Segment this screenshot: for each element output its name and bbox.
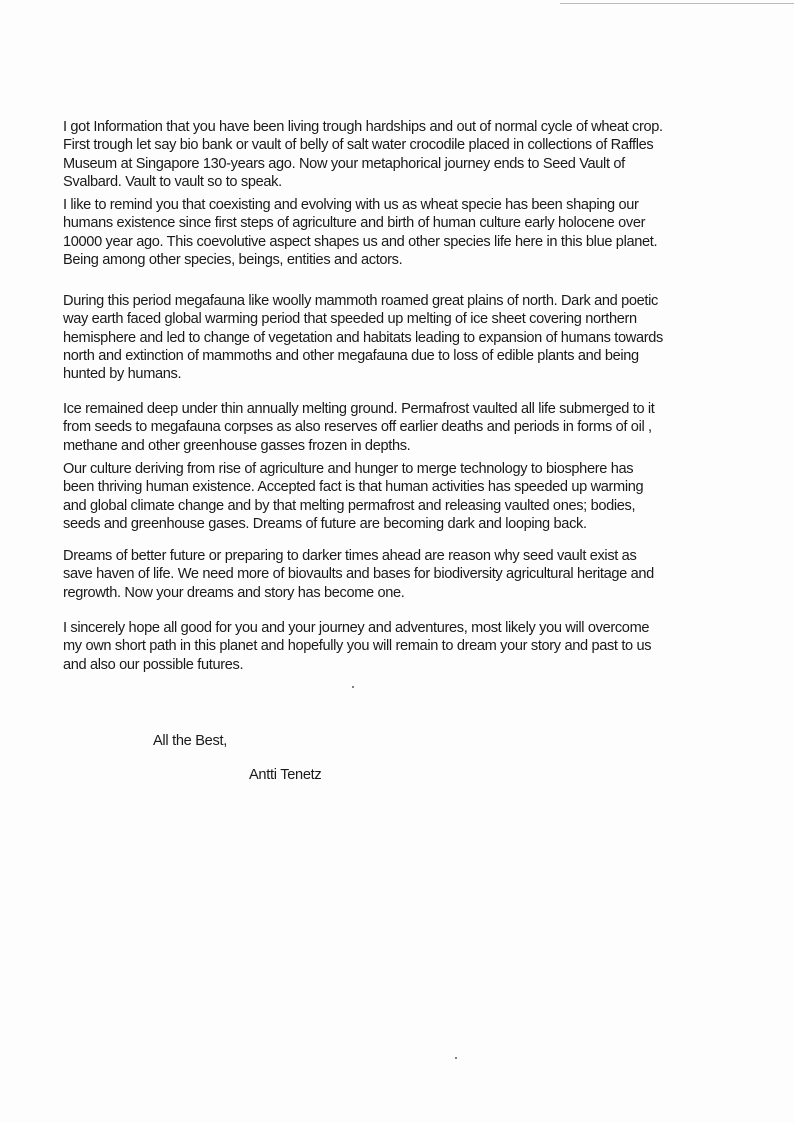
paragraph-line: I like to remind you that coexisting and evolving with us as wheat specie has been shaping our	[63, 197, 639, 213]
paragraph-line: and global climate change and by that melting permafrost and releasing vaulted ones; bodies,	[63, 497, 636, 514]
closing: All the Best,	[153, 733, 227, 749]
paragraph	[63, 547, 654, 602]
paragraph	[63, 118, 663, 191]
paragraph-line: Our culture deriving from rise of agriculture and hunger to merge technology to biosphere has	[63, 461, 634, 477]
paragraph-line: I sincerely hope all good for you and your journey and adventures, most likely you will overcome	[63, 620, 650, 636]
paragraph	[63, 619, 651, 674]
scan-speck	[352, 686, 354, 688]
paragraph-line: regrowth. Now your dreams and story has become one.	[63, 584, 405, 601]
paragraph-line: save haven of life. We need more of biovaults and bases for biodiversity agricultural heritage and	[63, 566, 654, 583]
paragraph	[63, 292, 663, 383]
paragraph-line: seeds and greenhouse gases. Dreams of future are becoming dark and looping back.	[63, 515, 587, 532]
paragraph-line: Ice remained deep under thin annually melting ground. Permafrost vaulted all life submerged to it	[63, 401, 655, 417]
paragraph-line: my own short path in this planet and hopefully you will remain to dream your story and past to us	[63, 638, 652, 655]
paragraph-line: I got Information that you have been living trough hardships and out of normal cycle of wheat crop.	[63, 119, 663, 135]
paragraph	[63, 400, 655, 455]
paragraph	[63, 460, 643, 533]
paragraph-line: Svalbard. Vault to vault so to speak.	[63, 173, 282, 190]
paragraph-line: way earth faced global warming period that speeded up melting of ice sheet covering northern	[63, 311, 637, 328]
paragraph-line: north and extinction of mammoths and other megafauna due to loss of edible plants and being	[63, 347, 639, 364]
paragraph-line: and also our possible futures.	[63, 656, 244, 673]
paragraph-line: Being among other species, beings, entities and actors.	[63, 251, 403, 268]
paragraph-line: methane and other greenhouse gasses frozen in depths.	[63, 437, 411, 454]
paragraph-line: hemisphere and led to change of vegetation and habitats leading to expansion of humans towards	[63, 329, 663, 346]
scan-speck	[455, 1057, 457, 1059]
paragraph-line: from seeds to megafauna corpses as also reserves off earlier deaths and periods in forms of oil ,	[63, 419, 652, 436]
paragraph-line: First trough let say bio bank or vault of belly of salt water crocodile placed in collections of Raffles	[63, 137, 654, 154]
paragraph-line: During this period megafauna like woolly mammoth roamed great plains of north. Dark and poetic	[63, 293, 658, 309]
paragraph-line: hunted by humans.	[63, 366, 182, 383]
paragraph-line: humans existence since first steps of agriculture and birth of human culture early holocene over	[63, 215, 646, 232]
paragraph-line: Dreams of better future or preparing to darker times ahead are reason why seed vault exist as	[63, 548, 637, 564]
paragraph-line: 10000 year ago. This coevolutive aspect shapes us and other species life here in this blue planet.	[63, 233, 658, 250]
signature-name: Antti Tenetz	[249, 767, 322, 783]
paragraph	[63, 196, 657, 269]
scan-edge-line	[560, 3, 794, 4]
paragraph-line: been thriving human existence. Accepted fact is that human activities has speeded up warming	[63, 479, 644, 496]
paragraph-line: Museum at Singapore 130-years ago. Now your metaphorical journey ends to Seed Vault of	[63, 155, 625, 172]
